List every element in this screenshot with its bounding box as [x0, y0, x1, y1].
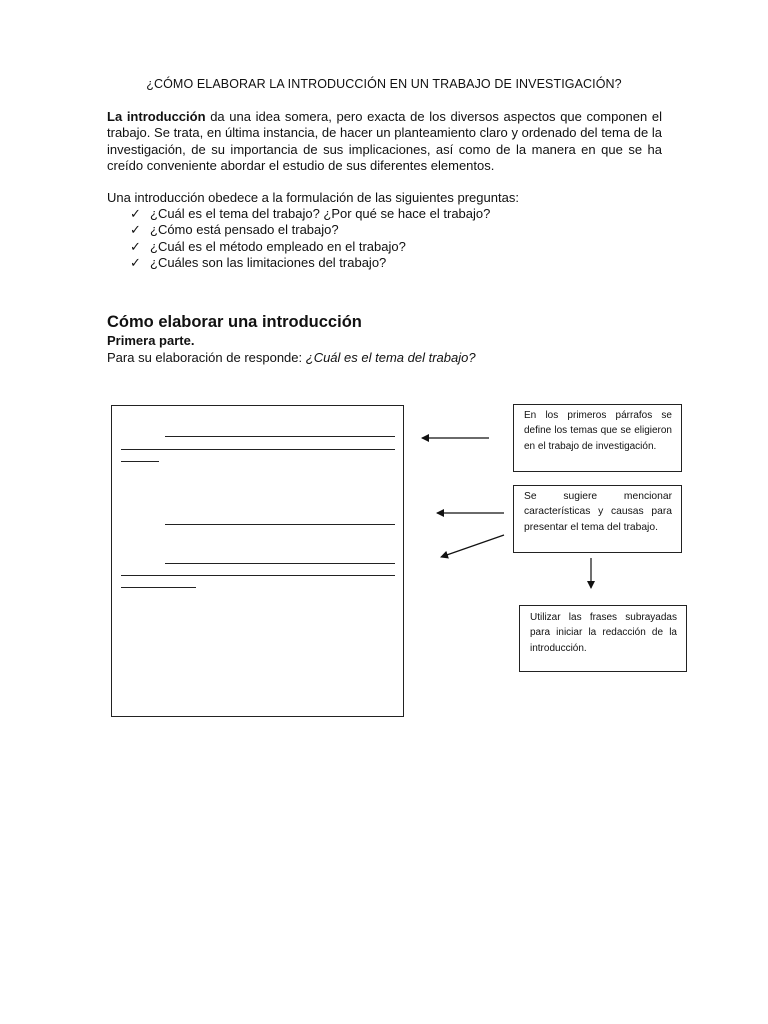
subsection-heading: Primera parte. — [107, 333, 195, 348]
prompt-italic: ¿Cuál es el tema del trabajo? — [305, 350, 476, 365]
prompt-text: Para su elaboración de responde: — [107, 350, 306, 365]
check-icon: ✓ — [130, 238, 141, 254]
question-text: ¿Cómo está pensado el trabajo? — [150, 222, 339, 238]
check-icon: ✓ — [130, 254, 141, 270]
intro-bold-lead: La introducción — [107, 109, 206, 124]
arrow-icon — [441, 535, 504, 557]
questions-intro: Una introducción obedece a la formulación de las siguientes preguntas: — [107, 190, 519, 205]
check-icon: ✓ — [130, 206, 141, 221]
section-heading: Cómo elaborar una introducción — [107, 313, 362, 331]
note-box-define-topics: En los primeros párrafos se define los temas que se eligieron en el trabajo de investigación. — [513, 404, 682, 472]
question-text: ¿Cuál es el tema del trabajo? ¿Por qué se hace el trabajo? — [150, 206, 491, 221]
question-text: ¿Cuáles son las limitaciones del trabajo? — [150, 254, 387, 270]
note-box-characteristics: Se sugiere mencionar características y causas para presentar el tema del trabajo. — [513, 485, 682, 553]
intro-text: da una idea somera, pero exacta de los diversos aspectos que componen el trabajo. Se trata, en última instancia, de hacer un planteamiento claro y ordenado del tema de la investigación, de su importancia de sus implicaciones, así como de la manera en que se ha creído conveniente abordar el estudio de sus diferentes elementos. — [107, 109, 663, 173]
page-title: ¿CÓMO ELABORAR LA INTRODUCCIÓN EN UN TRABAJO DE INVESTIGACIÓN? — [146, 77, 622, 91]
question-text: ¿Cuál es el método empleado en el trabajo? — [150, 238, 406, 254]
check-icon: ✓ — [130, 222, 141, 238]
note-box-underlined-phrases: Utilizar las frases subrayadas para iniciar la redacción de la introducción. — [519, 605, 687, 672]
